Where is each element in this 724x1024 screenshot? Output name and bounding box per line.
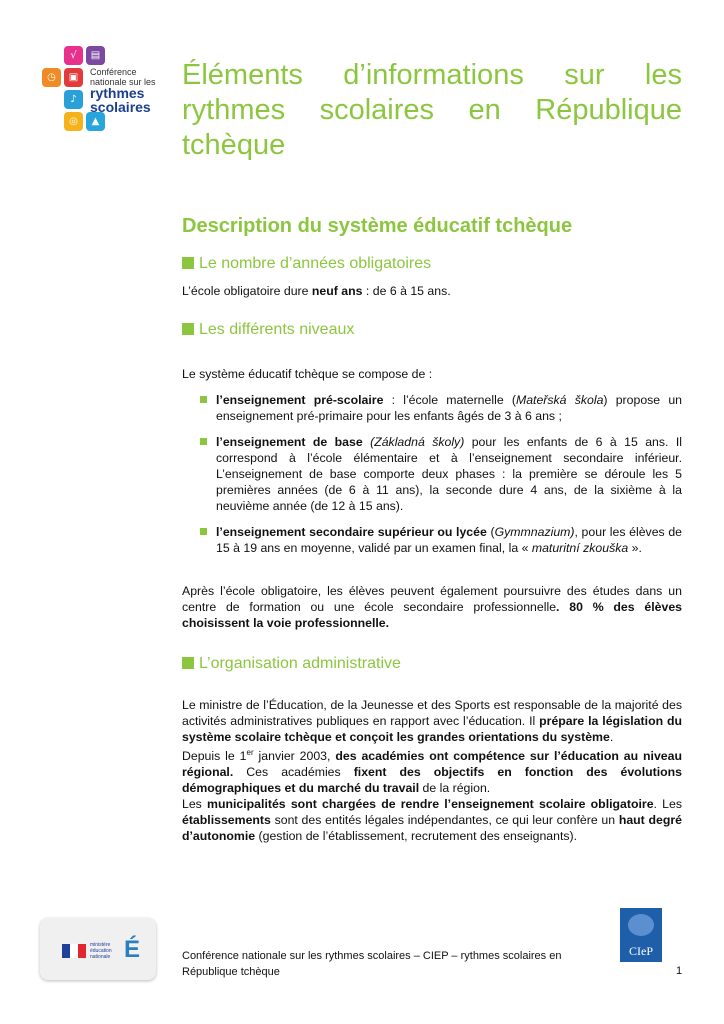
- music-icon: ♪: [64, 90, 83, 109]
- subheading-administration: L’organisation administrative: [182, 655, 401, 673]
- after-compulsory-text: Après l’école obligatoire, les élèves peuvent également poursuivre des études dans un centre de formation ou une école secondaire professionnelle. 80 % des élèves choisissent la voie professionnelle.: [182, 584, 682, 630]
- list-item: l’enseignement pré-scolaire : l’école maternelle (Mateřská škola) propose un enseignement pré-primaire pour les enfants âgés de 3 à 6 ans ;: [200, 392, 682, 424]
- logo-subtitle: Conférence nationale sur les: [90, 67, 156, 87]
- french-flag-icon: [62, 944, 86, 958]
- section-title: Description du système éducatif tchèque: [182, 215, 573, 237]
- ciep-logo: [620, 908, 662, 962]
- list-item: l’enseignement de base (Základná školy) pour les enfants de 6 à 15 ans. Il correspond à l’école élémentaire et à l’enseignement secondaire inférieur. L’enseignement de base comporte deux phases : la première se déroule les 5 premières années (de 6 à 11 ans), la seconde dure 4 ans, de la sixième à la neuvième année (de 12 à 15 ans).: [200, 434, 682, 514]
- levels-intro: Le système éducatif tchèque se compose de :: [182, 367, 433, 381]
- subheading-mandatory-years: Le nombre d’années obligatoires: [182, 255, 431, 273]
- logo-title: rythmes scolaires: [90, 85, 151, 115]
- document-title: Éléments d’informations sur les rythmes scolaires en République tchèque: [182, 59, 682, 161]
- admin-paragraph: Les municipalités sont chargées de rendre l’enseignement scolaire obligatoire. Les établissements sont des entités légales indépendantes, ce qui leur confère un haut degré d’autonomie (gestion de l’établissement, recrutement des enseignants).: [182, 797, 682, 844]
- subheading-levels: Les différents niveaux: [182, 321, 354, 339]
- green-square-icon: [182, 323, 194, 335]
- mountain-icon: ▲: [86, 112, 105, 131]
- clock-icon: ◷: [42, 68, 61, 87]
- admin-paragraph: Le ministre de l’Éducation, de la Jeunesse et des Sports est responsable de la majorité des activités administratives publiques en rapport avec l’éducation. Il prépare la législation du système scolaire tchèque et conçoit les grandes orientations du système.: [182, 698, 682, 744]
- admin-paragraph: Depuis le 1er janvier 2003, des académies ont compétence sur l’éducation au niveau régional. Ces académies fixent des objectifs en fonction des évolutions démographiques et du marché du travail de la région.: [182, 748, 682, 796]
- bullet-icon: [200, 528, 207, 535]
- ciep-label: CIeP: [629, 944, 653, 958]
- green-square-icon: [182, 257, 194, 269]
- mandatory-years-text: L’école obligatoire dure neuf ans : de 6 à 15 ans.: [182, 284, 451, 298]
- book-icon: ▤: [86, 46, 105, 65]
- list-item: l’enseignement secondaire supérieur ou lycée (Gymmnazium), pour les élèves de 15 à 19 ans en moyenne, validé par un examen final, la « maturitní zkouška ».: [200, 524, 682, 556]
- page-number: 1: [676, 965, 683, 977]
- e-letter-icon: É: [124, 936, 141, 963]
- food-icon: ◎: [64, 112, 83, 131]
- administration-text: [182, 697, 682, 844]
- ministry-logo: [40, 918, 156, 980]
- levels-list: [200, 392, 682, 566]
- globe-icon: [628, 914, 654, 936]
- bus-icon: ▣: [64, 68, 83, 87]
- conference-logo: [42, 44, 162, 136]
- bullet-icon: [200, 438, 207, 445]
- green-square-icon: [182, 657, 194, 669]
- sqrt-icon: √: [64, 46, 83, 65]
- ministry-label: ministère éducation nationale: [90, 942, 112, 960]
- bullet-icon: [200, 396, 207, 403]
- footer-text: Conférence nationale sur les rythmes scolaires – CIEP – rythmes scolaires en République tchèque: [182, 950, 562, 978]
